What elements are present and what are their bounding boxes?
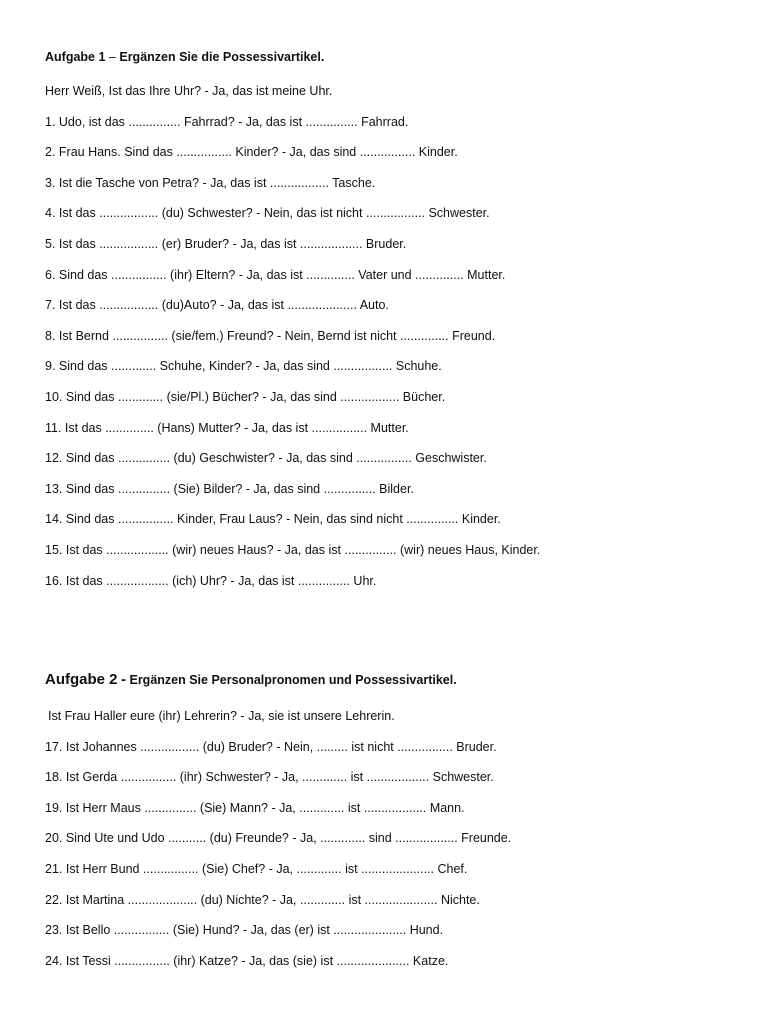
exercise-1-heading bbox=[45, 46, 745, 68]
exercise-item: 2. Frau Hans. Sind das ................ Kinder? - Ja, das sind ................ Kinder. bbox=[45, 145, 458, 160]
exercise-item: 15. Ist das .................. (wir) neues Haus? - Ja, das ist ............... (wir) neues Haus, Kinder. bbox=[45, 542, 541, 557]
exercise-2-label: Aufgabe 2 bbox=[45, 671, 118, 688]
exercise-item: 20. Sind Ute und Udo ........... (du) Freunde? - Ja, ............. sind .................. Freunde. bbox=[45, 831, 512, 846]
exercise-item: 4. Ist das ................. (du) Schwester? - Nein, das ist nicht ................. Schwester. bbox=[45, 206, 490, 221]
exercise-2-dash: - bbox=[121, 671, 126, 688]
exercise-2 bbox=[45, 669, 745, 976]
exercise-item: 19. Ist Herr Maus ............... (Sie) Mann? - Ja, ............. ist .................. Mann. bbox=[45, 800, 465, 815]
exercise-item: 18. Ist Gerda ................ (ihr) Schwester? - Ja, ............. ist .................. Schwester. bbox=[45, 770, 494, 785]
exercise-1-label: Aufgabe 1 bbox=[45, 50, 106, 64]
exercise-2-heading bbox=[45, 669, 745, 691]
exercise-2-example: Ist Frau Haller eure (ihr) Lehrerin? - Ja, sie ist unsere Lehrerin. bbox=[48, 709, 395, 723]
exercise-item: 14. Sind das ................ Kinder, Frau Laus? - Nein, das sind nicht ............... Kinder. bbox=[45, 512, 501, 527]
exercise-item: 10. Sind das ............. (sie/Pl.) Bücher? - Ja, das sind ................. Bücher. bbox=[45, 389, 446, 404]
exercise-1-example: Herr Weiß, Ist das Ihre Uhr? - Ja, das ist meine Uhr. bbox=[45, 84, 333, 98]
exercise-item: 3. Ist die Tasche von Petra? - Ja, das ist ................. Tasche. bbox=[45, 175, 376, 190]
exercise-1-dash: – bbox=[108, 50, 116, 64]
exercise-item: 5. Ist das ................. (er) Bruder? - Ja, das ist .................. Bruder. bbox=[45, 236, 407, 251]
exercise-1-instruction: Ergänzen Sie die Possessivartikel. bbox=[119, 50, 325, 64]
exercise-item: 7. Ist das ................. (du)Auto? - Ja, das ist .................... Auto. bbox=[45, 298, 389, 313]
exercise-item: 12. Sind das ............... (du) Geschwister? - Ja, das sind ................ Geschwister. bbox=[45, 451, 487, 466]
exercise-item: 8. Ist Bernd ................ (sie/fem.) Freund? - Nein, Bernd ist nicht .............. Freund. bbox=[45, 328, 496, 343]
exercise-item: 24. Ist Tessi ................ (ihr) Katze? - Ja, das (sie) ist ..................... Katze. bbox=[45, 953, 449, 968]
exercise-item: 13. Sind das ............... (Sie) Bilder? - Ja, das sind ............... Bilder. bbox=[45, 481, 414, 496]
exercise-item: 6. Sind das ................ (ihr) Eltern? - Ja, das ist .............. Vater und .............. Mutter. bbox=[45, 267, 506, 282]
exercise-item: 11. Ist das .............. (Hans) Mutter? - Ja, das ist ................ Mutter. bbox=[45, 420, 409, 435]
exercise-1 bbox=[45, 46, 745, 596]
exercise-item: 23. Ist Bello ................ (Sie) Hund? - Ja, das (er) ist ..................... Hund. bbox=[45, 923, 444, 938]
exercise-item: 1. Udo, ist das ............... Fahrrad? - Ja, das ist ............... Fahrrad. bbox=[45, 114, 409, 129]
exercise-item: 17. Ist Johannes ................. (du) Bruder? - Nein, ......... ist nicht ................ Bruder. bbox=[45, 739, 497, 754]
exercise-item: 9. Sind das ............. Schuhe, Kinder? - Ja, das sind ................. Schuhe. bbox=[45, 359, 442, 374]
exercise-item: 21. Ist Herr Bund ................ (Sie) Chef? - Ja, ............. ist ..................... Chef. bbox=[45, 861, 468, 876]
exercise-item: 22. Ist Martina .................... (du) Nichte? - Ja, ............. ist ..................... Nichte. bbox=[45, 892, 480, 907]
exercise-2-instruction: Ergänzen Sie Personalpronomen und Possessivartikel. bbox=[129, 673, 457, 687]
exercise-item: 16. Ist das .................. (ich) Uhr? - Ja, das ist ............... Uhr. bbox=[45, 573, 377, 588]
